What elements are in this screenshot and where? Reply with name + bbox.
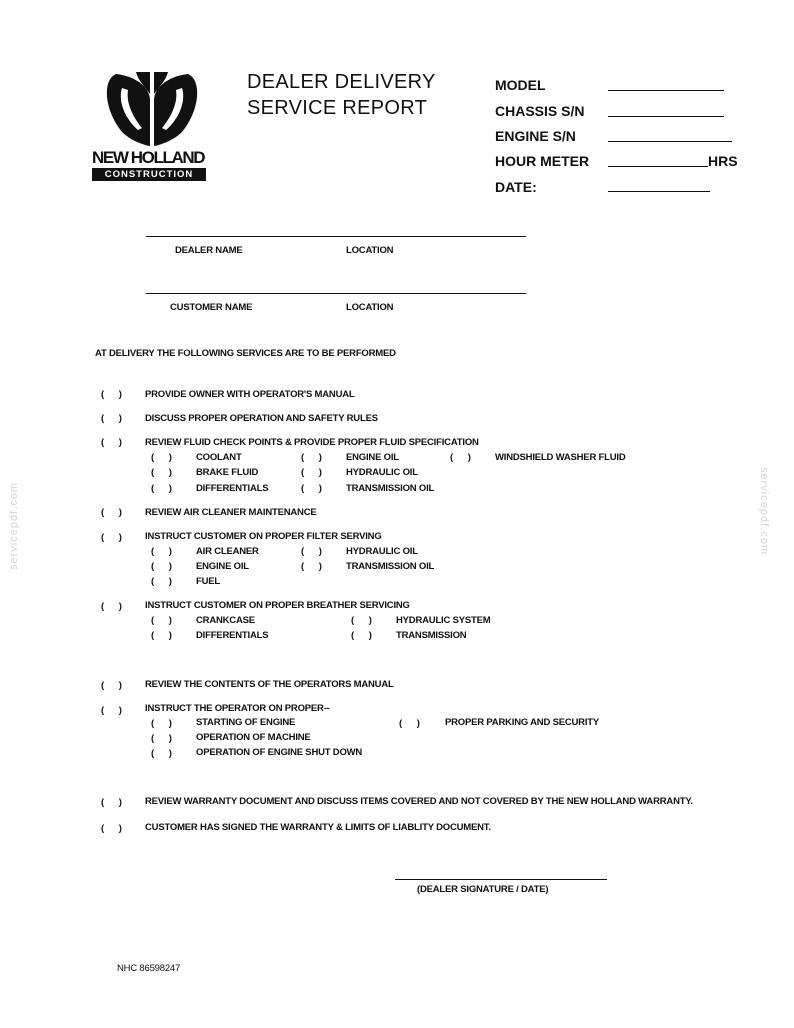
- item-6-text: INSTRUCT CUSTOMER ON PROPER BREATHER SERVICING: [145, 600, 410, 611]
- item-4-text: REVIEW AIR CLEANER MAINTENANCE: [145, 507, 317, 518]
- item-5-air: AIR CLEANER: [196, 546, 259, 557]
- item-7-text: REVIEW THE CONTENTS OF THE OPERATORS MANUAL: [145, 679, 394, 690]
- item-2-text: DISCUSS PROPER OPERATION AND SAFETY RULES: [145, 413, 378, 424]
- signature-label: (DEALER SIGNATURE / DATE): [417, 884, 549, 895]
- checkbox-3-brake[interactable]: ( ): [151, 467, 178, 478]
- item-3-diff: DIFFERENTIALS: [196, 483, 269, 494]
- checkbox-10[interactable]: ( ): [101, 823, 128, 834]
- checkbox-3-washer[interactable]: ( ): [450, 452, 477, 463]
- item-10-text: CUSTOMER HAS SIGNED THE WARRANTY & LIMITS OF LIABLITY DOCUMENT.: [145, 822, 491, 833]
- customer-name-label: CUSTOMER NAME: [170, 302, 253, 313]
- hour-meter-field[interactable]: [608, 166, 708, 167]
- item-3-trans: TRANSMISSION OIL: [346, 483, 435, 494]
- item-6-hydraulic: HYDRAULIC SYSTEM: [396, 615, 491, 626]
- dealer-location-label: LOCATION: [346, 245, 394, 256]
- item-5-engine: ENGINE OIL: [196, 561, 249, 572]
- item-3-engine-oil: ENGINE OIL: [346, 452, 399, 463]
- checkbox-3-diff[interactable]: ( ): [151, 483, 178, 494]
- checkbox-6[interactable]: ( ): [101, 601, 128, 612]
- checkbox-5-engine[interactable]: ( ): [151, 561, 178, 572]
- item-5-trans: TRANSMISSION OIL: [346, 561, 435, 572]
- checkbox-6-trans[interactable]: ( ): [351, 630, 378, 641]
- item-3-coolant: COOLANT: [196, 452, 242, 463]
- item-6-crank: CRANKCASE: [196, 615, 255, 626]
- intro-text: AT DELIVERY THE FOLLOWING SERVICES ARE TO BE PERFORMED: [95, 348, 396, 359]
- watermark-right: servicepdf.com: [757, 467, 770, 555]
- item-5-hydraulic: HYDRAULIC OIL: [346, 546, 418, 557]
- item-3-text: REVIEW FLUID CHECK POINTS & PROVIDE PROPER FLUID SPECIFICATION: [145, 437, 479, 448]
- engine-field[interactable]: [608, 141, 732, 142]
- leaf-emblem-icon: [92, 70, 212, 150]
- item-3-washer: WINDSHIELD WASHER FLUID: [495, 452, 626, 463]
- checkbox-5-trans[interactable]: ( ): [301, 561, 328, 572]
- item-9-text: REVIEW WARRANTY DOCUMENT AND DISCUSS ITEMS COVERED AND NOT COVERED BY THE NEW HOLLAND WARRANTY.: [145, 796, 693, 807]
- checkbox-2[interactable]: ( ): [101, 413, 128, 424]
- checkbox-3-hydraulic[interactable]: ( ): [301, 467, 328, 478]
- item-8-start: STARTING OF ENGINE: [196, 717, 296, 728]
- checkbox-8-operation[interactable]: ( ): [151, 733, 178, 744]
- hour-meter-label: HOUR METER: [495, 153, 590, 169]
- report-title-line2: SERVICE REPORT: [247, 97, 428, 119]
- item-3-brake: BRAKE FLUID: [196, 467, 259, 478]
- model-label: MODEL: [495, 77, 546, 93]
- item-8-operation: OPERATION OF MACHINE: [196, 732, 311, 743]
- item-8-parking: PROPER PARKING AND SECURITY: [445, 717, 600, 728]
- date-field[interactable]: [608, 191, 710, 192]
- dealer-name-label: DEALER NAME: [175, 245, 243, 256]
- checkbox-6-diff[interactable]: ( ): [151, 630, 178, 641]
- customer-line[interactable]: [146, 293, 526, 294]
- checkbox-6-hydraulic[interactable]: ( ): [351, 615, 378, 626]
- checkbox-8[interactable]: ( ): [101, 705, 128, 716]
- item-3-hydraulic: HYDRAULIC OIL: [346, 467, 418, 478]
- hrs-label: HRS: [708, 153, 738, 169]
- report-title-line1: DEALER DELIVERY: [247, 71, 436, 93]
- item-5-fuel: FUEL: [196, 576, 221, 587]
- dealer-line[interactable]: [146, 236, 526, 237]
- chassis-label: CHASSIS S/N: [495, 103, 585, 119]
- checkbox-5-air[interactable]: ( ): [151, 546, 178, 557]
- checkbox-8-parking[interactable]: ( ): [399, 718, 426, 729]
- checkbox-5[interactable]: ( ): [101, 532, 128, 543]
- checkbox-3-coolant[interactable]: ( ): [151, 452, 178, 463]
- checkbox-9[interactable]: ( ): [101, 797, 128, 808]
- division-name: CONSTRUCTION: [92, 168, 206, 181]
- date-label: DATE:: [495, 179, 537, 195]
- signature-line[interactable]: [395, 879, 607, 880]
- item-6-trans: TRANSMISSION: [396, 630, 467, 641]
- watermark-left: servicepdf.com: [7, 482, 20, 570]
- item-8-text: INSTRUCT THE OPERATOR ON PROPER--: [145, 703, 330, 714]
- customer-location-label: LOCATION: [346, 302, 394, 313]
- model-field[interactable]: [608, 90, 724, 91]
- checkbox-6-crank[interactable]: ( ): [151, 615, 178, 626]
- checkbox-5-hydraulic[interactable]: ( ): [301, 546, 328, 557]
- checkbox-8-shutdown[interactable]: ( ): [151, 748, 178, 759]
- item-1-text: PROVIDE OWNER WITH OPERATOR'S MANUAL: [145, 389, 355, 400]
- checkbox-5-fuel[interactable]: ( ): [151, 576, 178, 587]
- chassis-field[interactable]: [608, 116, 724, 117]
- brand-name: NEW HOLLAND: [92, 148, 205, 167]
- checkbox-3-trans[interactable]: ( ): [301, 483, 328, 494]
- checkbox-8-start[interactable]: ( ): [151, 718, 178, 729]
- checkbox-1[interactable]: ( ): [101, 389, 128, 400]
- engine-label: ENGINE S/N: [495, 128, 576, 144]
- form-number: NHC 86598247: [117, 963, 181, 974]
- checkbox-3-engine-oil[interactable]: ( ): [301, 452, 328, 463]
- item-5-text: INSTRUCT CUSTOMER ON PROPER FILTER SERVING: [145, 531, 382, 542]
- checkbox-4[interactable]: ( ): [101, 507, 128, 518]
- checkbox-7[interactable]: ( ): [101, 680, 128, 691]
- checkbox-3[interactable]: ( ): [101, 437, 128, 448]
- item-6-diff: DIFFERENTIALS: [196, 630, 269, 641]
- new-holland-logo: [92, 70, 212, 190]
- item-8-shutdown: OPERATION OF ENGINE SHUT DOWN: [196, 747, 363, 758]
